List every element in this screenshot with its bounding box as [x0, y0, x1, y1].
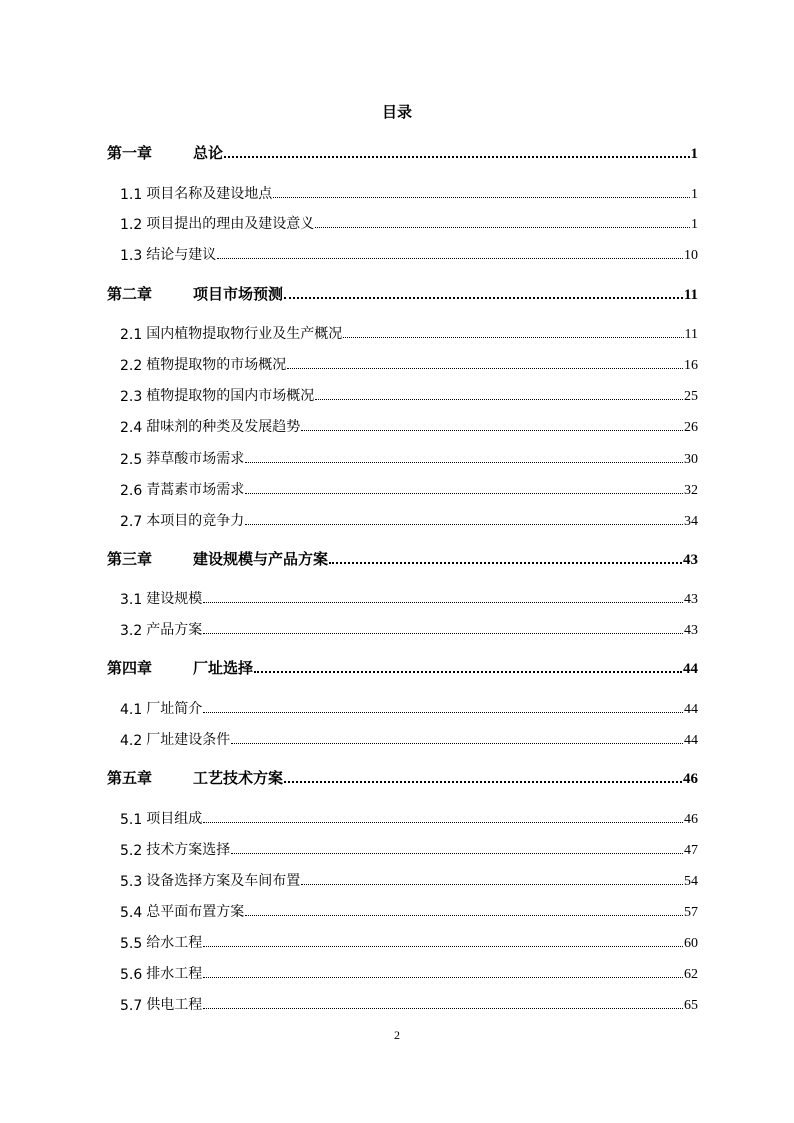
toc-entry-page: 65	[684, 998, 698, 1013]
toc-entry-number: 5.2	[120, 843, 143, 859]
toc-entry-title: 厂址建设条件	[146, 732, 231, 748]
toc-entry-title: 工艺技术方案	[193, 769, 284, 787]
toc-section-entry[interactable]	[120, 211, 698, 233]
toc-entry-title: 植物提取物的国内市场概况	[146, 388, 315, 404]
toc-entry-page: 46	[683, 771, 698, 787]
toc-entry-number: 5.7	[120, 998, 143, 1014]
toc-entry-number: 1.1	[120, 187, 143, 203]
toc-entry-page: 26	[684, 420, 698, 435]
toc-leader-dots	[284, 781, 682, 783]
toc-section-entry[interactable]	[120, 477, 698, 499]
toc-section-entry[interactable]	[120, 961, 698, 983]
toc-leader-dots	[245, 915, 683, 916]
toc-entry-page: 1	[691, 187, 698, 202]
toc-entry-page: 16	[684, 358, 698, 373]
toc-entry-page: 43	[683, 552, 698, 568]
toc-entry-number: 2.6	[120, 483, 143, 499]
toc-entry-number: 第二章	[107, 285, 153, 303]
toc-leader-dots	[245, 462, 683, 463]
toc-entry-number: 1.2	[120, 217, 143, 233]
toc-leader-dots	[203, 1008, 683, 1009]
toc-entry-number: 5.5	[120, 936, 143, 952]
toc-entry-title: 总论	[193, 144, 224, 162]
toc-entry-title: 项目提出的理由及建设意义	[146, 216, 315, 232]
toc-leader-dots	[343, 337, 683, 338]
toc-entry-title: 青蒿素市场需求	[146, 482, 245, 498]
toc-leader-dots	[224, 156, 689, 158]
toc-entry-title: 甜味剂的种类及发展趋势	[146, 419, 301, 435]
page-number: 2	[394, 1028, 400, 1042]
toc-section-entry[interactable]	[120, 899, 698, 921]
toc-leader-dots	[273, 197, 690, 198]
toc-entry-number: 5.3	[120, 874, 143, 890]
toc-leader-dots	[301, 884, 683, 885]
toc-entry-title: 技术方案选择	[146, 842, 231, 858]
toc-leader-dots	[203, 633, 683, 634]
toc-entry-number: 第三章	[107, 550, 153, 568]
toc-entry-page: 44	[684, 733, 698, 748]
toc-entry-title: 项目组成	[146, 811, 203, 827]
toc-entry-page: 1	[691, 217, 698, 232]
toc-entry-page: 25	[684, 389, 698, 404]
toc-section-entry[interactable]	[120, 586, 698, 608]
toc-leader-dots	[203, 822, 683, 823]
toc-entry-title: 国内植物提取物行业及生产概况	[146, 326, 343, 342]
toc-entry-title: 排水工程	[146, 966, 203, 982]
toc-entry-page: 44	[683, 661, 698, 677]
toc-entry-title: 本项目的竞争力	[146, 513, 245, 529]
toc-leader-dots	[284, 297, 683, 299]
toc-entry-title: 建设规模与产品方案	[193, 550, 329, 568]
toc-section-entry[interactable]	[120, 930, 698, 952]
toc-entry-page: 32	[684, 483, 698, 498]
toc-entry-number: 第一章	[107, 144, 153, 162]
toc-section-entry[interactable]	[120, 806, 698, 828]
toc-chapter-entry[interactable]	[107, 766, 698, 788]
toc-entry-number: 2.1	[120, 327, 143, 343]
toc-entry-page: 57	[684, 905, 698, 920]
toc-entry-title: 结论与建议	[146, 247, 217, 263]
toc-section-entry[interactable]	[120, 414, 698, 436]
toc-leader-dots	[203, 712, 683, 713]
toc-leader-dots	[329, 562, 682, 564]
toc-entry-page: 44	[684, 702, 698, 717]
toc-entry-page: 34	[684, 514, 698, 529]
toc-leader-dots	[203, 946, 683, 947]
toc-entry-number: 第五章	[107, 769, 153, 787]
toc-leader-dots	[231, 853, 683, 854]
toc-entry-number: 3.1	[120, 592, 143, 608]
toc-leader-dots	[245, 493, 683, 494]
toc-leader-dots	[245, 524, 683, 525]
toc-entry-page: 30	[684, 452, 698, 467]
toc-section-entry[interactable]	[120, 727, 698, 749]
toc-entry-page: 60	[684, 936, 698, 951]
toc-entry-title: 给水工程	[146, 935, 203, 951]
toc-section-entry[interactable]	[120, 181, 698, 203]
toc-entry-number: 5.1	[120, 812, 143, 828]
toc-section-entry[interactable]	[120, 508, 698, 530]
toc-chapter-entry[interactable]	[107, 141, 698, 163]
toc-entry-title: 设备选择方案及车间布置	[146, 873, 301, 889]
toc-entry-number: 5.4	[120, 905, 143, 921]
toc-entry-title: 项目名称及建设地点	[146, 186, 273, 202]
toc-section-entry[interactable]	[120, 837, 698, 859]
toc-leader-dots	[287, 368, 683, 369]
toc-section-entry[interactable]	[120, 696, 698, 718]
toc-entry-number: 3.2	[120, 623, 143, 639]
toc-entry-title: 建设规模	[146, 591, 203, 607]
toc-entry-page: 46	[684, 812, 698, 827]
toc-entry-number: 2.7	[120, 514, 143, 530]
toc-leader-dots	[203, 977, 683, 978]
toc-entry-title: 项目市场预测	[193, 285, 284, 303]
toc-section-entry[interactable]	[120, 321, 698, 343]
toc-entry-number: 4.1	[120, 702, 143, 718]
toc-entry-page: 43	[684, 623, 698, 638]
toc-section-entry[interactable]	[120, 242, 698, 264]
toc-title: 目录	[381, 103, 412, 121]
toc-entry-page: 62	[684, 967, 698, 982]
toc-chapter-entry[interactable]	[107, 656, 698, 678]
toc-entry-number: 第四章	[107, 659, 153, 677]
toc-entry-page: 11	[683, 287, 698, 303]
toc-entry-title: 产品方案	[146, 622, 203, 638]
toc-leader-dots	[301, 430, 683, 431]
toc-section-entry[interactable]	[120, 992, 698, 1014]
toc-entry-title: 莽草酸市场需求	[146, 451, 245, 467]
toc-entry-number: 4.2	[120, 733, 143, 749]
toc-entry-number: 2.5	[120, 452, 143, 468]
toc-entry-title: 植物提取物的市场概况	[146, 357, 287, 373]
toc-leader-dots	[217, 258, 683, 259]
toc-entry-page: 10	[684, 248, 698, 263]
toc-entry-number: 2.4	[120, 420, 143, 436]
toc-section-entry[interactable]	[120, 617, 698, 639]
toc-section-entry[interactable]	[120, 446, 698, 468]
toc-entry-title: 厂址选择	[193, 659, 254, 677]
toc-entry-title: 总平面布置方案	[146, 904, 245, 920]
toc-entry-page: 47	[684, 843, 698, 858]
toc-section-entry[interactable]	[120, 352, 698, 374]
toc-leader-dots	[315, 399, 683, 400]
toc-leader-dots	[315, 227, 690, 228]
toc-entry-page: 11	[684, 327, 698, 342]
toc-chapter-entry[interactable]	[107, 282, 698, 304]
toc-entry-page: 54	[684, 874, 698, 889]
toc-section-entry[interactable]	[120, 868, 698, 890]
toc-leader-dots	[254, 671, 682, 673]
toc-section-entry[interactable]	[120, 383, 698, 405]
toc-entry-number: 2.2	[120, 358, 143, 374]
toc-entry-title: 厂址简介	[146, 701, 203, 717]
toc-entry-number: 2.3	[120, 389, 143, 405]
toc-leader-dots	[231, 743, 683, 744]
toc-entry-page: 43	[684, 592, 698, 607]
toc-entry-number: 1.3	[120, 248, 143, 264]
toc-leader-dots	[203, 602, 683, 603]
toc-entry-title: 供电工程	[146, 997, 203, 1013]
toc-entry-page: 1	[690, 146, 698, 162]
toc-entry-number: 5.6	[120, 967, 143, 983]
toc-chapter-entry[interactable]	[107, 547, 698, 569]
